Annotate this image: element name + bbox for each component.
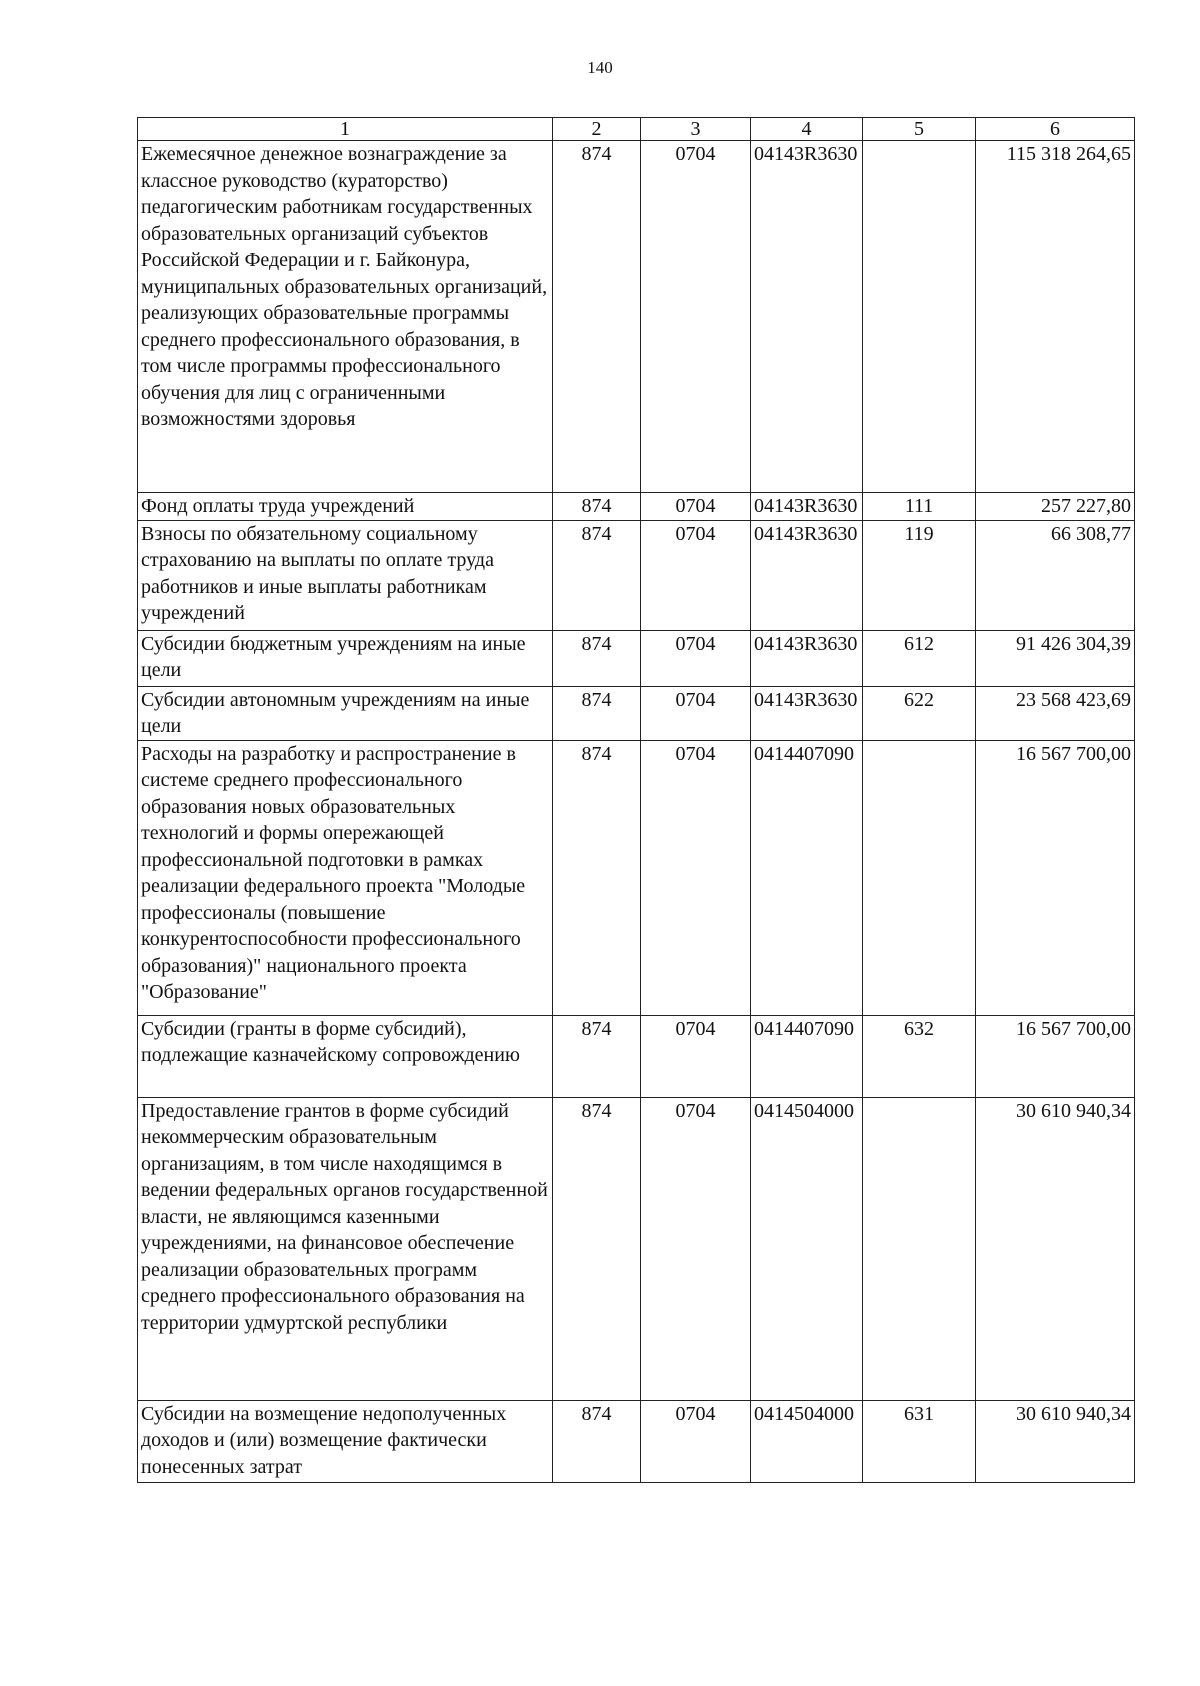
target-code-cell: 04143R3630 <box>751 630 863 686</box>
column-header: 6 <box>976 118 1135 141</box>
amount-cell: 30 610 940,34 <box>976 1400 1135 1482</box>
ministry-code-cell: 874 <box>553 630 641 686</box>
section-code-cell: 0704 <box>641 520 751 630</box>
section-code-cell: 0704 <box>641 686 751 740</box>
ministry-code-cell: 874 <box>553 1015 641 1097</box>
ministry-code-cell: 874 <box>553 1400 641 1482</box>
ministry-code-cell: 874 <box>553 520 641 630</box>
ministry-code-cell: 874 <box>553 493 641 521</box>
target-code-cell: 04143R3630 <box>751 686 863 740</box>
table-row <box>138 520 1135 630</box>
target-code-cell: 04143R3630 <box>751 520 863 630</box>
table-row <box>138 1097 1135 1400</box>
column-header: 3 <box>641 118 751 141</box>
column-header: 1 <box>138 118 553 141</box>
expense-type-cell: 111 <box>863 493 976 521</box>
row-name-cell: Фонд оплаты труда учреждений <box>138 493 553 521</box>
ministry-code-cell: 874 <box>553 740 641 1015</box>
ministry-code-cell: 874 <box>553 686 641 740</box>
target-code-cell: 0414407090 <box>751 740 863 1015</box>
row-name-cell: Предоставление грантов в форме субсидий некоммерческим образовательным организациям, в том числе находящимся в ведении федеральных органов государственной власти, не являющимся казенными учреждениями, на финансовое обеспечение реализации образовательных программ среднего профессионального образования на территории удмуртской республики <box>138 1097 553 1400</box>
target-code-cell: 0414504000 <box>751 1097 863 1400</box>
page-number: 140 <box>587 58 613 77</box>
amount-cell: 91 426 304,39 <box>976 630 1135 686</box>
table-row <box>138 686 1135 740</box>
section-code-cell: 0704 <box>641 740 751 1015</box>
amount-cell: 66 308,77 <box>976 520 1135 630</box>
table-row <box>138 1400 1135 1482</box>
expense-type-cell: 622 <box>863 686 976 740</box>
expense-type-cell: 632 <box>863 1015 976 1097</box>
expense-type-cell: 119 <box>863 520 976 630</box>
row-name-cell: Ежемесячное денежное вознаграждение за классное руководство (кураторство) педагогическим работникам государственных образовательных организаций субъектов Российской Федерации и г. Байконура, муниципальных образовательных организаций, реализующих образовательные программы среднего профессионального образования, в том числе программы профессионального обучения для лиц с ограниченными возможностями здоровья <box>138 141 553 493</box>
column-header: 2 <box>553 118 641 141</box>
column-header: 5 <box>863 118 976 141</box>
section-code-cell: 0704 <box>641 1015 751 1097</box>
section-code-cell: 0704 <box>641 141 751 493</box>
amount-cell: 257 227,80 <box>976 493 1135 521</box>
section-code-cell: 0704 <box>641 493 751 521</box>
amount-cell: 30 610 940,34 <box>976 1097 1135 1400</box>
table-row <box>138 1015 1135 1097</box>
expense-type-cell <box>863 1097 976 1400</box>
table-row <box>138 630 1135 686</box>
target-code-cell: 04143R3630 <box>751 493 863 521</box>
expense-type-cell: 631 <box>863 1400 976 1482</box>
table-row <box>138 141 1135 493</box>
ministry-code-cell: 874 <box>553 1097 641 1400</box>
expense-type-cell: 612 <box>863 630 976 686</box>
table-header-row <box>138 118 1135 141</box>
expense-type-cell <box>863 740 976 1015</box>
section-code-cell: 0704 <box>641 630 751 686</box>
section-code-cell: 0704 <box>641 1097 751 1400</box>
target-code-cell: 0414407090 <box>751 1015 863 1097</box>
column-header: 4 <box>751 118 863 141</box>
table-row <box>138 740 1135 1015</box>
row-name-cell: Субсидии автономным учреждениям на иные цели <box>138 686 553 740</box>
row-name-cell: Субсидии (гранты в форме субсидий), подлежащие казначейскому сопровождению <box>138 1015 553 1097</box>
table-row <box>138 493 1135 521</box>
target-code-cell: 0414504000 <box>751 1400 863 1482</box>
amount-cell: 23 568 423,69 <box>976 686 1135 740</box>
target-code-cell: 04143R3630 <box>751 141 863 493</box>
row-name-cell: Субсидии на возмещение недополученных доходов и (или) возмещение фактически понесенных затрат <box>138 1400 553 1482</box>
row-name-cell: Субсидии бюджетным учреждениям на иные цели <box>138 630 553 686</box>
budget-table <box>137 117 1135 1483</box>
amount-cell: 115 318 264,65 <box>976 141 1135 493</box>
ministry-code-cell: 874 <box>553 141 641 493</box>
section-code-cell: 0704 <box>641 1400 751 1482</box>
expense-type-cell <box>863 141 976 493</box>
amount-cell: 16 567 700,00 <box>976 740 1135 1015</box>
amount-cell: 16 567 700,00 <box>976 1015 1135 1097</box>
row-name-cell: Взносы по обязательному социальному страхованию на выплаты по оплате труда работников и иные выплаты работникам учреждений <box>138 520 553 630</box>
row-name-cell: Расходы на разработку и распространение в системе среднего профессионального образования новых образовательных технологий и формы опережающей профессиональной подготовки в рамках реализации федерального проекта "Молодые профессионалы (повышение конкурентоспособности профессионального образования)" национального проекта "Образование" <box>138 740 553 1015</box>
